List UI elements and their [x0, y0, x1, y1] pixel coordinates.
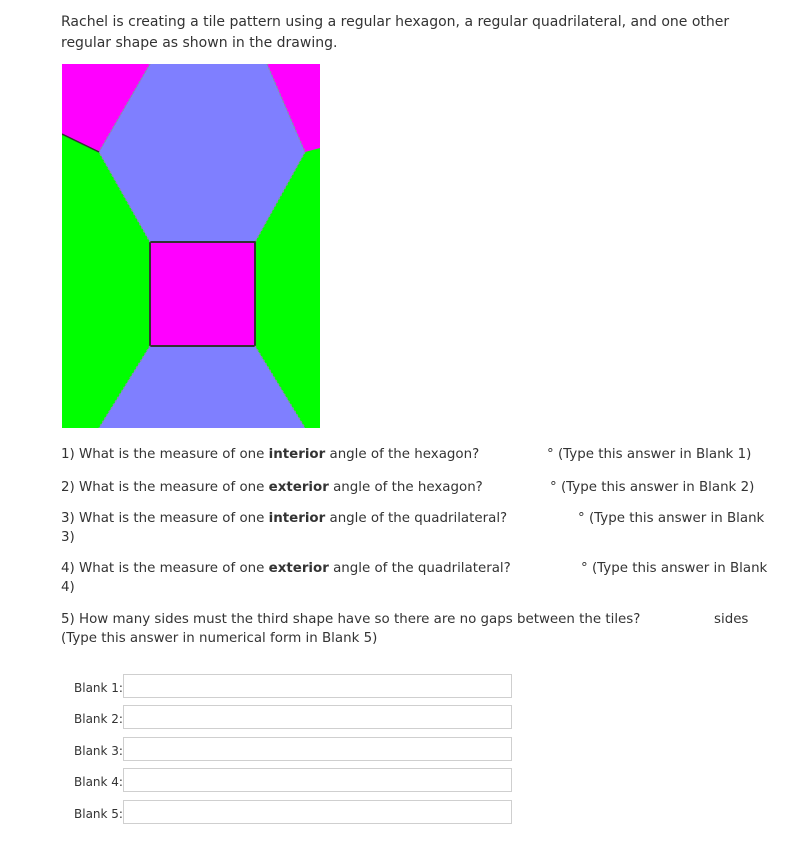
q3-continuation: 3) [61, 530, 75, 545]
question-3 [61, 509, 773, 547]
blank-1-label: Blank 1: [74, 681, 123, 695]
question-1 [61, 445, 773, 464]
q2-text-start: 2) What is the measure of one [61, 480, 269, 495]
q1-bold: interior [268, 447, 326, 462]
question-4 [61, 559, 773, 597]
tile-pattern-drawing [62, 64, 320, 428]
q1-text-end: angle of the hexagon? [325, 447, 480, 462]
blank-5-input[interactable] [123, 800, 512, 824]
center-square [150, 242, 255, 346]
blank-2-input[interactable] [123, 705, 512, 729]
q1-suffix: ° (Type this answer in Blank 1) [547, 447, 752, 462]
question-2 [61, 478, 773, 497]
q4-text-start: 4) What is the measure of one [61, 561, 269, 576]
q4-continuation: 4) [61, 580, 75, 595]
q1-text-start: 1) What is the measure of one [61, 447, 269, 462]
q4-text-end: angle of the quadrilateral? [328, 561, 511, 576]
q4-bold: exterior [268, 561, 329, 576]
q5-suffix: sides [714, 612, 749, 627]
q4-suffix: ° (Type this answer in Blank [581, 561, 768, 576]
q3-bold: interior [268, 511, 326, 526]
q2-text-end: angle of the hexagon? [328, 480, 483, 495]
q3-text-start: 3) What is the measure of one [61, 511, 269, 526]
blank-5-label: Blank 5: [74, 807, 123, 821]
q5-continuation: (Type this answer in numerical form in Blank 5) [61, 631, 378, 646]
q3-suffix: ° (Type this answer in Blank [578, 511, 765, 526]
blank-3-input[interactable] [123, 737, 512, 761]
q2-bold: exterior [268, 480, 329, 495]
blank-3-label: Blank 3: [74, 744, 123, 758]
question-5 [61, 610, 773, 648]
q5-text: 5) How many sides must the third shape have so there are no gaps between the tiles? [61, 612, 641, 627]
blank-1-input[interactable] [123, 674, 512, 698]
q3-text-end: angle of the quadrilateral? [325, 511, 508, 526]
blank-4-input[interactable] [123, 768, 512, 792]
blank-4-label: Blank 4: [74, 775, 123, 789]
q2-suffix: ° (Type this answer in Blank 2) [550, 480, 755, 495]
question-intro: Rachel is creating a tile pattern using a regular hexagon, a regular quadrilateral, and one other regular shape as shown in the drawing. [61, 14, 730, 51]
blank-2-label: Blank 2: [74, 712, 123, 726]
